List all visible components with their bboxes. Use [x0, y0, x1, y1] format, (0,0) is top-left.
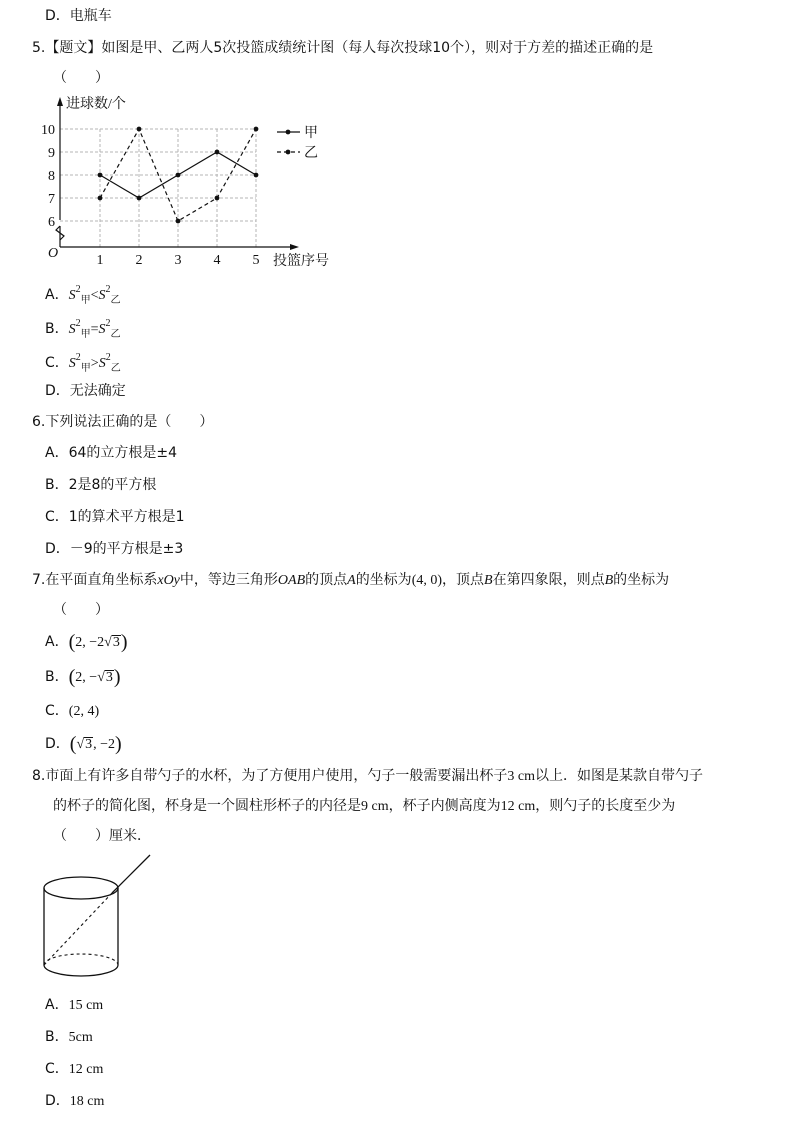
cup-bottom-front — [44, 965, 118, 976]
q6-option-b: B．2是8的平方根 — [45, 477, 157, 493]
q5-option-c: C．$S^2_甲>S^2_乙$ — [45, 352, 121, 374]
q5-option-b: B．$S^2_甲=S^2_乙$ — [45, 318, 121, 340]
x-tick-label-1: 1 — [96, 253, 104, 268]
y-tick-label-8: 8 — [48, 169, 55, 184]
y-axis-arrow — [57, 97, 63, 106]
q5-stem-bracket: （ ） — [53, 70, 109, 86]
q8-option-b: B．5cm — [45, 1029, 93, 1045]
q7-option-d: D．(√3, −2) — [45, 733, 122, 755]
y-tick-label-6: 6 — [48, 215, 55, 230]
x-tick-label-2: 2 — [135, 253, 143, 268]
y-tick-label-10: 10 — [41, 123, 55, 138]
origin-label: O — [48, 246, 59, 261]
series-2-point-3 — [176, 219, 181, 224]
series-1-point-2 — [137, 196, 142, 201]
spoon-outside — [112, 855, 150, 893]
x-axis-label: 投篮序号 — [273, 254, 329, 269]
q8-option-d: D．18 cm — [45, 1093, 105, 1109]
y-axis-label: 进球数/个 — [66, 97, 126, 112]
q7-option-b: B．(2, −√3) — [45, 666, 121, 688]
y-tick-label-7: 7 — [48, 192, 55, 207]
legend-marker-2 — [286, 150, 291, 155]
q5-option-a: A．$S^2_甲<S^2_乙$ — [45, 284, 121, 306]
q8-option-c: C．12 cm — [45, 1061, 104, 1077]
q4-option-d: D．电瓶车 — [45, 8, 112, 24]
series-2-point-2 — [137, 127, 142, 132]
q8-stem-line2: 的杯子的简化图，杯身是一个圆柱形杯子的内径是9 cm，杯子内侧高度为12 cm，则勺子的长度至少为 — [53, 798, 676, 814]
q6-option-d: D．－9的平方根是±3 — [45, 541, 184, 557]
q8-stem-line3: （ ）厘米． — [53, 828, 151, 844]
q7-option-c: C．(2, 4) — [45, 703, 100, 719]
series-2-point-5 — [254, 127, 259, 132]
x-tick-label-3: 3 — [174, 253, 182, 268]
cup-bottom-back — [44, 954, 118, 965]
legend-marker-1 — [286, 130, 291, 135]
legend-label-1: 甲 — [304, 126, 318, 141]
q6-option-a: A．64的立方根是±4 — [45, 445, 178, 461]
cup-top-ellipse — [44, 877, 118, 899]
q5-line-chart — [40, 92, 340, 272]
series-1-point-3 — [176, 173, 181, 178]
q8-stem-line1: 8.市面上有许多自带勺子的水杯，为了方便用户使用，勺子一般需要漏出杯子3 cm以上．如图是某款自带勺子 — [32, 768, 703, 784]
q7-option-a: A．(2, −2√3) — [45, 631, 128, 653]
q6-option-c: C．1的算术平方根是1 — [45, 509, 185, 525]
cup-diagram — [40, 852, 160, 984]
x-tick-label-5: 5 — [252, 253, 260, 268]
series-1-point-5 — [254, 173, 259, 178]
series-1-point-1 — [98, 173, 103, 178]
q8-option-a: A．15 cm — [45, 997, 104, 1013]
q5-stem: 5.【题文】如图是甲、乙两人5次投篮成绩统计图（每人每次投球10个），则对于方差的描述正确的是 — [32, 40, 654, 56]
q6-stem: 6.下列说法正确的是（ ） — [32, 414, 214, 430]
legend-label-2: 乙 — [304, 146, 318, 161]
series-2-point-4 — [215, 196, 220, 201]
q7-stem-bracket: （ ） — [53, 602, 109, 618]
series-2-point-1 — [98, 196, 103, 201]
x-axis-arrow — [290, 244, 299, 250]
x-tick-label-4: 4 — [213, 253, 221, 268]
q5-option-d: D．无法确定 — [45, 383, 126, 399]
q7-stem: 7.在平面直角坐标系xOy中，等边三角形OAB的顶点A的坐标为(4, 0)，顶点B在第四象限，则点B的坐标为 — [32, 572, 670, 588]
y-tick-label-9: 9 — [48, 146, 55, 161]
series-1-point-4 — [215, 150, 220, 155]
